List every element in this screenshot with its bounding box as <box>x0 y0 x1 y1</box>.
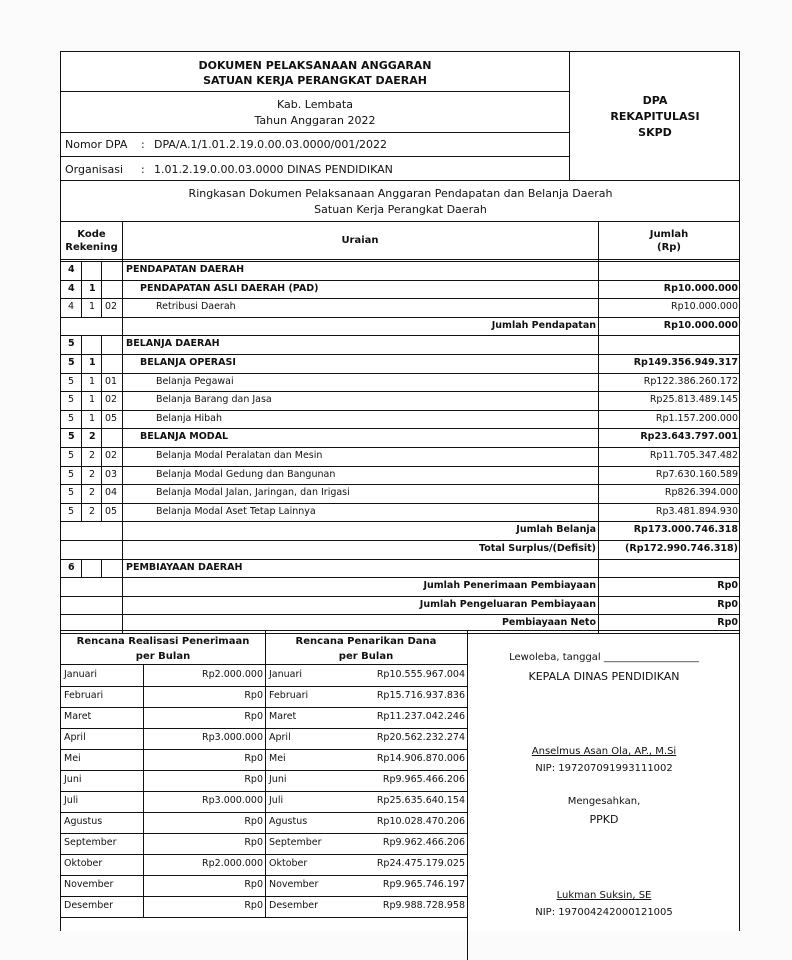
fiscal-year: Tahun Anggaran 2022 <box>254 114 376 127</box>
kode-2: 2 <box>89 487 96 499</box>
receipt-month: Oktober <box>64 858 103 869</box>
total-label: Jumlah Pengeluaran Pembiayaan <box>419 598 596 610</box>
signature-place-date: Lewoleba, tanggal ___________________ <box>509 652 699 663</box>
account-row <box>61 335 740 354</box>
account-row <box>61 428 740 447</box>
account-label: Belanja Modal Peralatan dan Mesin <box>156 450 323 461</box>
dpa-number-row <box>65 138 565 151</box>
withdrawal-month: Maret <box>269 711 297 722</box>
month-row <box>61 749 467 770</box>
withdrawal-amount: Rp9.962.466.206 <box>382 837 465 848</box>
total-row <box>61 596 740 615</box>
total-amount: Rp0 <box>717 598 738 610</box>
kode-1: 5 <box>68 487 75 499</box>
month-row <box>61 728 467 749</box>
kode-2: 1 <box>89 357 96 368</box>
kode-3: 02 <box>105 394 118 406</box>
dpa-number: DPA/A.1/1.01.2.19.0.00.03.0000/001/2022 <box>154 138 388 151</box>
kode-1: 5 <box>68 394 75 406</box>
title-line-1: DOKUMEN PELAKSANAAN ANGGARAN <box>198 59 432 72</box>
month-row <box>61 770 467 791</box>
account-row <box>61 559 740 578</box>
account-amount: Rp25.813.489.145 <box>649 394 738 406</box>
kode-1: 5 <box>68 375 75 387</box>
account-row <box>61 410 740 429</box>
total-row <box>61 521 740 540</box>
region-year <box>61 97 569 129</box>
signer-name: Anselmus Asan Ola, AP., M.Si <box>531 746 677 757</box>
receipt-month: April <box>64 732 86 743</box>
account-label: Belanja Modal Gedung dan Bangunan <box>156 468 336 480</box>
account-amount: Rp122.386.260.172 <box>643 375 738 387</box>
total-row <box>61 540 740 559</box>
total-label: Jumlah Penerimaan Pembiayaan <box>423 580 596 592</box>
month-row <box>61 833 467 854</box>
withdrawal-month: Oktober <box>269 858 308 869</box>
approval-label: Mengesahkan, <box>567 796 641 807</box>
withdrawal-month: Juli <box>269 795 284 806</box>
kode-3: 04 <box>105 487 118 499</box>
total-amount: Rp173.000.746.318 <box>633 524 738 536</box>
withdrawal-amount: Rp9.988.728.958 <box>382 900 465 911</box>
receipt-month: Juli <box>64 795 79 806</box>
account-row <box>61 484 740 503</box>
kode-3: 03 <box>105 468 118 480</box>
total-amount: Rp10.000.000 <box>663 319 738 331</box>
withdrawal-amount: Rp9.965.746.197 <box>382 879 465 890</box>
receipt-month: Februari <box>64 690 104 701</box>
kode-1: 5 <box>68 450 75 461</box>
kode-1: 4 <box>68 264 75 275</box>
total-amount: Rp0 <box>717 617 738 629</box>
account-row <box>61 298 740 317</box>
kode-2: 2 <box>89 450 96 461</box>
account-label: BELANJA DAERAH <box>126 338 220 350</box>
kode-3: 02 <box>105 301 118 313</box>
account-row <box>61 280 740 299</box>
kode-1: 5 <box>68 357 75 368</box>
account-amount: Rp23.643.797.001 <box>640 431 738 443</box>
withdrawal-amount: Rp10.555.967.004 <box>376 669 465 680</box>
kode-1: 5 <box>68 505 75 517</box>
kode-3: 05 <box>105 505 118 517</box>
account-row <box>61 261 740 280</box>
account-row <box>61 503 740 522</box>
kode-2: 1 <box>89 412 96 424</box>
month-row <box>61 791 467 812</box>
signature-position: KEPALA DINAS PENDIDIKAN <box>528 670 680 683</box>
account-label: Belanja Modal Aset Tetap Lainnya <box>156 505 316 517</box>
receipt-month: September <box>64 837 117 848</box>
receipt-amount: Rp0 <box>244 690 263 701</box>
receipt-month: Juni <box>64 774 82 785</box>
account-label: BELANJA MODAL <box>140 431 229 443</box>
total-label: Total Surplus/(Defisit) <box>478 543 596 554</box>
receipt-amount: Rp2.000.000 <box>202 669 263 680</box>
account-row <box>61 373 740 392</box>
organization-row <box>65 163 565 176</box>
region: Kab. Lembata <box>277 98 353 111</box>
total-row <box>61 577 740 596</box>
withdrawal-month: Agustus <box>269 816 308 827</box>
withdrawal-month: September <box>269 837 322 848</box>
month-row <box>61 707 467 728</box>
account-label: Belanja Hibah <box>156 412 222 424</box>
withdrawal-month: Desember <box>269 900 318 911</box>
document-title <box>61 58 569 88</box>
receipt-month: November <box>64 879 114 890</box>
receipt-amount: Rp3.000.000 <box>202 732 263 743</box>
account-label: Belanja Pegawai <box>156 375 234 387</box>
kode-1: 4 <box>68 282 75 294</box>
summary-heading: Ringkasan Dokumen Pelaksanaan Anggaran Pendapatan dan Belanja Daerah Satuan Kerja Perangkat Daerah <box>188 187 613 216</box>
org-label: Organisasi <box>65 163 123 176</box>
account-label: BELANJA OPERASI <box>140 357 236 368</box>
withdrawal-month: Januari <box>269 669 303 680</box>
month-row <box>61 875 467 896</box>
kode-2: 1 <box>89 301 96 313</box>
kode-1: 4 <box>68 301 75 313</box>
kode-3: 05 <box>105 412 118 424</box>
withdrawal-month: Februari <box>269 690 309 701</box>
org-value: 1.01.2.19.0.00.03.0000 DINAS PENDIDIKAN <box>154 163 393 176</box>
kode-1: 6 <box>68 561 75 573</box>
total-label: Jumlah Belanja <box>516 524 596 536</box>
kode-1: 5 <box>68 468 75 480</box>
account-label: PEMBIAYAAN DAERAH <box>126 561 243 573</box>
approver-position: PPKD <box>589 813 619 826</box>
kode-3: 01 <box>105 375 118 387</box>
col-uraian: Uraian <box>341 235 379 246</box>
receipt-amount: Rp0 <box>244 900 263 911</box>
title-line-2: SATUAN KERJA PERANGKAT DAERAH <box>203 74 427 87</box>
receipt-month: Mei <box>64 753 81 764</box>
withdrawal-amount: Rp9.965.466.206 <box>382 774 465 785</box>
kode-2: 2 <box>89 468 96 480</box>
receipt-month: Desember <box>64 900 113 911</box>
total-label: Jumlah Pendapatan <box>491 319 596 331</box>
account-amount: Rp10.000.000 <box>670 301 738 313</box>
org-colon: : <box>141 163 145 176</box>
side-label: DPA REKAPITULASI SKPD <box>610 94 700 139</box>
withdrawal-amount: Rp20.562.232.274 <box>376 732 465 743</box>
account-amount: Rp11.705.347.482 <box>649 450 738 461</box>
total-row <box>61 317 740 336</box>
month-row <box>61 854 467 875</box>
col-jumlah: Jumlah (Rp) <box>649 229 689 253</box>
month-row <box>61 812 467 833</box>
dpa-document <box>60 51 740 931</box>
receipt-month: Januari <box>64 669 98 680</box>
withdrawal-amount: Rp10.028.470.206 <box>376 816 465 827</box>
account-amount: Rp826.394.000 <box>664 487 738 499</box>
approver-name: Lukman Suksin, SE <box>556 890 652 901</box>
account-row <box>61 466 740 485</box>
account-amount: Rp3.481.894.930 <box>655 505 738 517</box>
account-label: PENDAPATAN ASLI DAERAH (PAD) <box>140 282 319 294</box>
withdrawal-month: Juni <box>269 774 287 785</box>
withdrawal-plan-header: Rencana Penarikan Dana per Bulan <box>295 636 437 662</box>
receipt-amount: Rp0 <box>244 816 263 827</box>
receipt-month: Maret <box>64 711 92 722</box>
kode-2: 1 <box>89 394 96 406</box>
receipt-amount: Rp3.000.000 <box>202 795 263 806</box>
account-row <box>61 391 740 410</box>
total-amount: Rp0 <box>717 580 738 592</box>
total-amount: (Rp172.990.746.318) <box>625 543 738 554</box>
approver-nip: NIP: 197004242000121005 <box>535 907 673 918</box>
account-amount: Rp1.157.200.000 <box>655 412 738 424</box>
account-label: PENDAPATAN DAERAH <box>126 264 245 275</box>
kode-2: 1 <box>89 375 96 387</box>
kode-2: 2 <box>89 431 96 443</box>
month-row <box>61 896 467 917</box>
receipt-amount: Rp0 <box>244 774 263 785</box>
withdrawal-month: Mei <box>269 753 286 764</box>
col-kode-rekening: Kode Rekening <box>65 229 118 253</box>
kode-3: 02 <box>105 450 118 461</box>
kode-1: 5 <box>68 412 75 424</box>
receipt-month: Agustus <box>64 816 103 827</box>
withdrawal-month: November <box>269 879 319 890</box>
month-row <box>61 686 467 707</box>
month-row <box>61 665 467 686</box>
receipt-plan-header: Rencana Realisasi Penerimaan per Bulan <box>76 636 250 662</box>
account-amount: Rp149.356.949.317 <box>633 357 738 368</box>
kode-2: 1 <box>89 282 96 294</box>
account-row <box>61 447 740 466</box>
withdrawal-amount: Rp15.716.937.836 <box>376 690 465 701</box>
kode-1: 5 <box>68 338 75 350</box>
receipt-amount: Rp0 <box>244 711 263 722</box>
total-label: Pembiayaan Neto <box>501 617 596 629</box>
account-label: Belanja Barang dan Jasa <box>156 394 272 406</box>
account-row <box>61 354 740 373</box>
dpa-label: Nomor DPA <box>65 138 128 151</box>
account-label: Retribusi Daerah <box>156 301 236 313</box>
receipt-amount: Rp0 <box>244 879 263 890</box>
signer-nip: NIP: 197207091993111002 <box>535 763 673 774</box>
dpa-colon: : <box>141 138 145 151</box>
account-label: Belanja Modal Jalan, Jaringan, dan Irigasi <box>156 487 350 499</box>
account-amount: Rp7.630.160.589 <box>655 468 738 480</box>
withdrawal-amount: Rp14.906.870.006 <box>376 753 465 764</box>
kode-1: 5 <box>68 431 75 443</box>
withdrawal-amount: Rp11.237.042.246 <box>376 711 465 722</box>
withdrawal-amount: Rp25.635.640.154 <box>376 795 465 806</box>
withdrawal-month: April <box>269 732 291 743</box>
receipt-amount: Rp2.000.000 <box>202 858 263 869</box>
kode-2: 2 <box>89 505 96 517</box>
account-amount: Rp10.000.000 <box>663 282 738 294</box>
withdrawal-amount: Rp24.475.179.025 <box>376 858 465 869</box>
receipt-amount: Rp0 <box>244 753 263 764</box>
receipt-amount: Rp0 <box>244 837 263 848</box>
